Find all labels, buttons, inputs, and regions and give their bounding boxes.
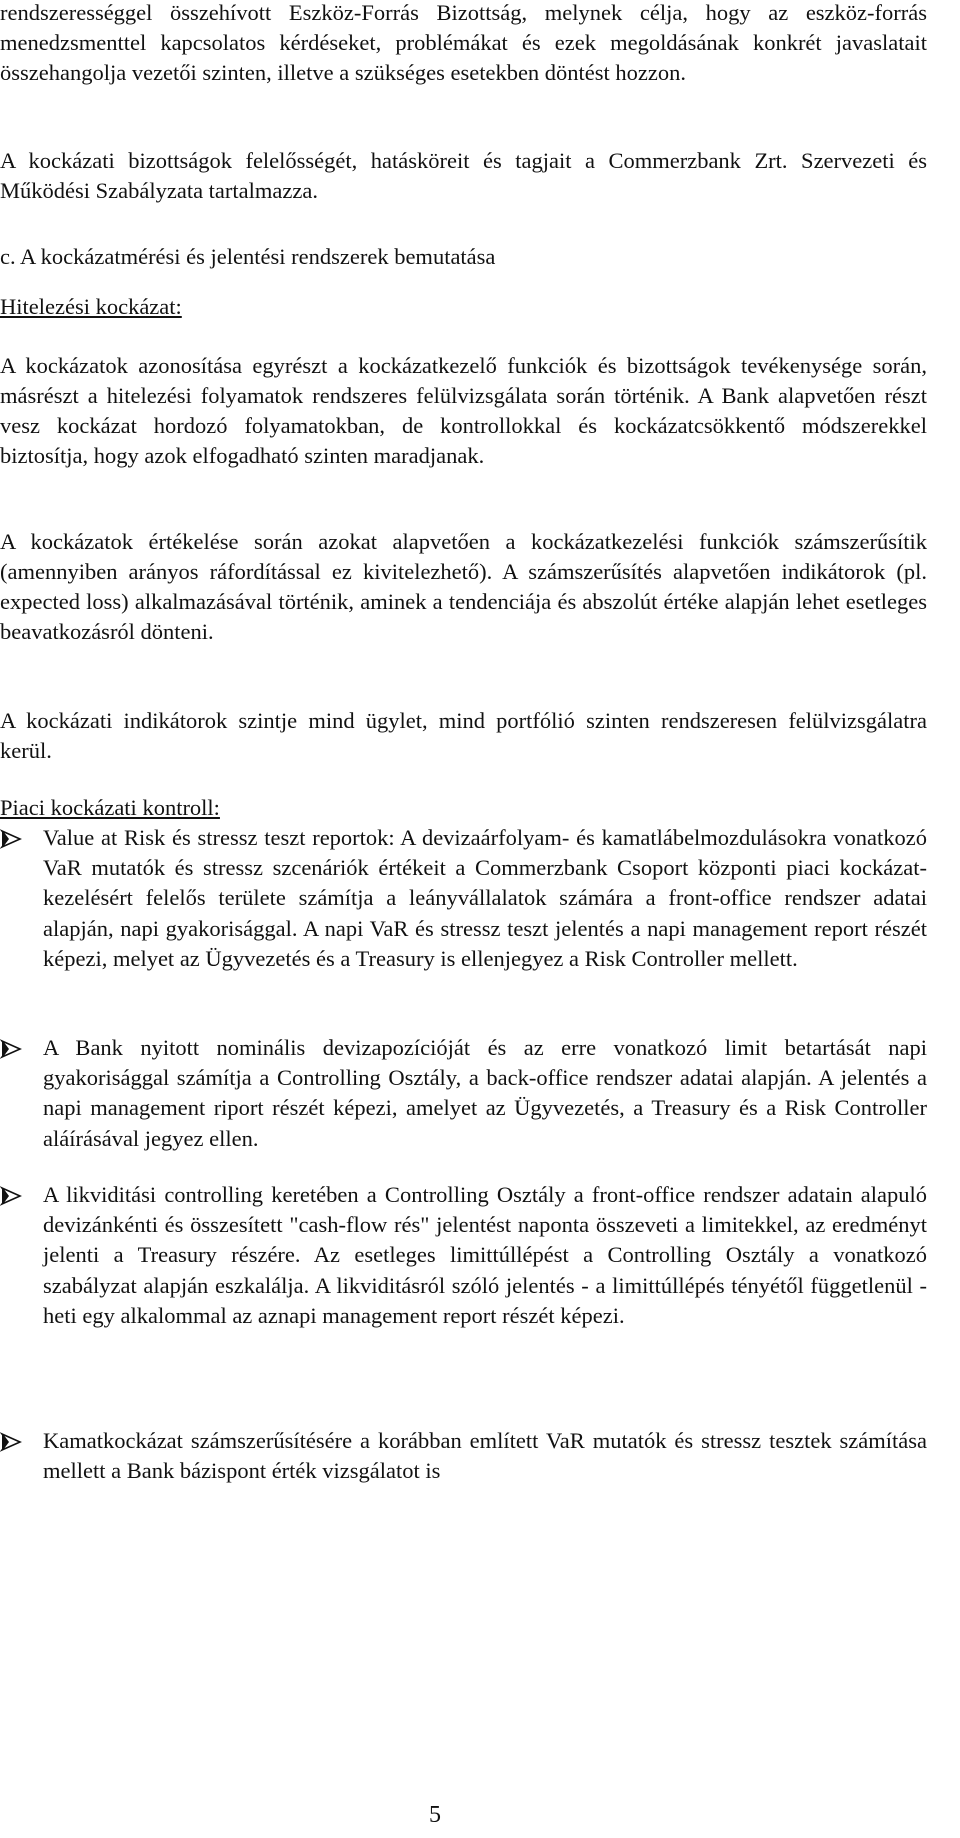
list-item-text: A Bank nyitott nominális devizapozícióját és az erre vonatkozó limit betartását napi gyakorisággal számítja a Controlling Osztály, a back-office rendszer adatai alapján. A jelentés a napi management riport részét képezi, amelyet az Ügyvezetés, a Treasury és a Risk Controller aláírásával jegyez ellen. (43, 1035, 927, 1151)
paragraph-risk-evaluation: A kockázatok értékelése során azokat alapvetően a kockázatkezelési funkciók számszerűsítik (amennyiben arányos ráfordítással ez kivitelezhető). A számszerűsítés alapvetően indikátorok (pl. expected loss) alkalmazásával történik, aminek a tendenciája és abszolút értéke alapján lehet esetleges beavatkozásról dönteni. (0, 529, 927, 644)
list-item-text: Value at Risk és stressz teszt reportok: A devizaárfolyam- és kamatlábelmozdulásokra vonatkozó VaR mutatók és stressz szcenáriók értékeit a Commerzbank Csoport központi piaci kockázat-kezelésért felelős területe számítja a leányvállalatok számára a front-office rendszer adatai alapján, napi gyakorisággal. A napi VaR és stressz teszt jelentés a napi management report részét képezi, melyet az Ügyvezetés és a Treasury is ellenjegyez a Risk Controller mellett. (43, 825, 927, 971)
page-number: 5 (429, 1802, 441, 1828)
list-item (0, 1033, 927, 1154)
list-item (0, 823, 927, 974)
paragraph-committee-intro: rendszerességgel összehívott Eszköz-Forrás Bizottság, melynek célja, hogy az eszköz-forrás menedzsmenttel kapcsolatos kérdéseket, problémákat és ezek megoldásának konkrét javaslatait összehangolja vezetői szinten, illetve a szükséges esetekben döntést hozzon. (0, 0, 927, 85)
section-heading-c: c. A kockázatmérési és jelentési rendszerek bemutatása (0, 244, 496, 269)
arrowhead-bullet-icon (0, 1039, 22, 1059)
arrowhead-bullet-icon (0, 829, 22, 849)
list-item (0, 1180, 927, 1331)
market-risk-heading: Piaci kockázati kontroll: (0, 795, 220, 820)
arrowhead-bullet-icon (0, 1432, 22, 1452)
arrowhead-bullet-icon (0, 1186, 22, 1206)
list-item (0, 1426, 927, 1486)
paragraph-risk-indicators: A kockázati indikátorok szintje mind ügylet, mind portfólió szinten rendszeresen felülvizsgálatra kerül. (0, 708, 927, 763)
paragraph-risk-committees: A kockázati bizottságok felelősségét, hatásköreit és tagjait a Commerzbank Zrt. Szervezeti és Működési Szabályzata tartalmazza. (0, 148, 927, 203)
list-item-text: Kamatkockázat számszerűsítésére a korábban említett VaR mutatók és stressz tesztek számítása mellett a Bank bázispont érték vizsgálatot is (43, 1428, 927, 1484)
credit-risk-heading: Hitelezési kockázat: (0, 294, 182, 319)
list-item-text: A likviditási controlling keretében a Controlling Osztály a front-office rendszer adatain alapuló devizánkénti és összesített "cash-flow rés" jelentést naponta összeveti a limitekkel, az eredményt jelenti a Treasury részére. Az esetleges limittúllépést a Controlling Osztály a vonatkozó szabályzat alapján eszkalálja. A likviditásról szóló jelentés - a limittúllépés tényétől függetlenül - heti egy alkalommal az aznapi management report részét képezi. (43, 1182, 927, 1328)
paragraph-risk-identification: A kockázatok azonosítása egyrészt a kockázatkezelő funkciók és bizottságok tevékenysége során, másrészt a hitelezési folyamatok rendszeres felülvizsgálata során történik. A Bank alapvetően részt vesz kockázat hordozó folyamatokban, de kontrollokkal és kockázatcsökkentő módszerekkel biztosítja, hogy azok elfogadható szinten maradjanak. (0, 353, 927, 468)
